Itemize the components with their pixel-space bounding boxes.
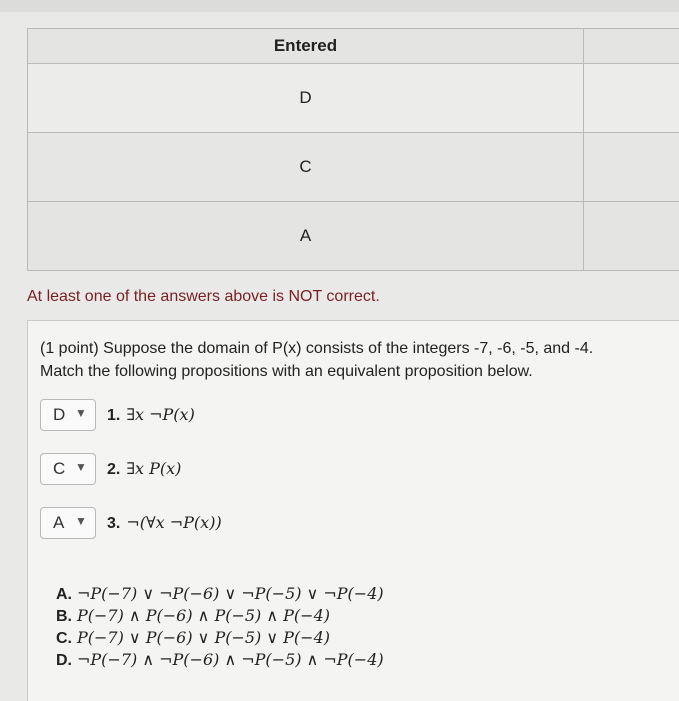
answer-options [56, 583, 384, 671]
result-cell [584, 64, 679, 133]
table-row [28, 202, 679, 271]
item-number: 3. [107, 515, 120, 532]
extra-column-header [584, 29, 679, 64]
result-cell [584, 133, 679, 202]
item-number: 1. [107, 407, 120, 424]
table-row [28, 64, 679, 133]
option-a [56, 583, 384, 605]
option-text: P(−7) ∧ P(−6) ∧ P(−5) ∧ P(−4) [77, 606, 330, 625]
problem-panel [27, 320, 679, 701]
selected-value: C [53, 459, 65, 479]
proposition-text: ¬(∀x ¬P(x)) [126, 513, 221, 532]
entered-answer-cell: A [28, 202, 584, 271]
option-d [56, 649, 384, 671]
selected-value: D [53, 405, 65, 425]
proposition-label [107, 513, 222, 533]
answer-select-1[interactable] [40, 399, 96, 431]
proposition-label [107, 405, 195, 425]
option-text: P(−7) ∨ P(−6) ∨ P(−5) ∨ P(−4) [77, 628, 330, 647]
proposition-text: ∃x ¬P(x) [126, 405, 194, 424]
answer-select-3[interactable] [40, 507, 96, 539]
result-cell [584, 202, 679, 271]
incorrect-warning: At least one of the answers above is NOT correct. [27, 288, 380, 306]
option-letter: C. [56, 630, 72, 647]
option-c [56, 627, 384, 649]
problem-prompt [40, 337, 679, 383]
proposition-text: ∃x P(x) [126, 459, 181, 478]
top-strip [0, 0, 679, 12]
prompt-line-1: (1 point) Suppose the domain of P(x) consists of the integers -7, -6, -5, and -4. [40, 337, 679, 360]
answer-select-2[interactable] [40, 453, 96, 485]
option-letter: D. [56, 652, 72, 669]
proposition-label [107, 459, 181, 479]
option-b [56, 605, 384, 627]
chevron-down-icon: ▼ [75, 406, 87, 420]
entered-answer-cell: C [28, 133, 584, 202]
results-table [27, 28, 679, 271]
chevron-down-icon: ▼ [75, 514, 87, 528]
option-text: ¬P(−7) ∧ ¬P(−6) ∧ ¬P(−5) ∧ ¬P(−4) [77, 650, 384, 669]
option-letter: B. [56, 608, 72, 625]
entered-column-header: Entered [28, 29, 584, 64]
item-number: 2. [107, 461, 120, 478]
entered-answer-cell: D [28, 64, 584, 133]
table-row [28, 133, 679, 202]
selected-value: A [53, 513, 64, 533]
prompt-line-2: Match the following propositions with an equivalent proposition below. [40, 360, 679, 383]
option-letter: A. [56, 586, 72, 603]
results-header-row [28, 29, 679, 64]
option-text: ¬P(−7) ∨ ¬P(−6) ∨ ¬P(−5) ∨ ¬P(−4) [77, 584, 384, 603]
chevron-down-icon: ▼ [75, 460, 87, 474]
